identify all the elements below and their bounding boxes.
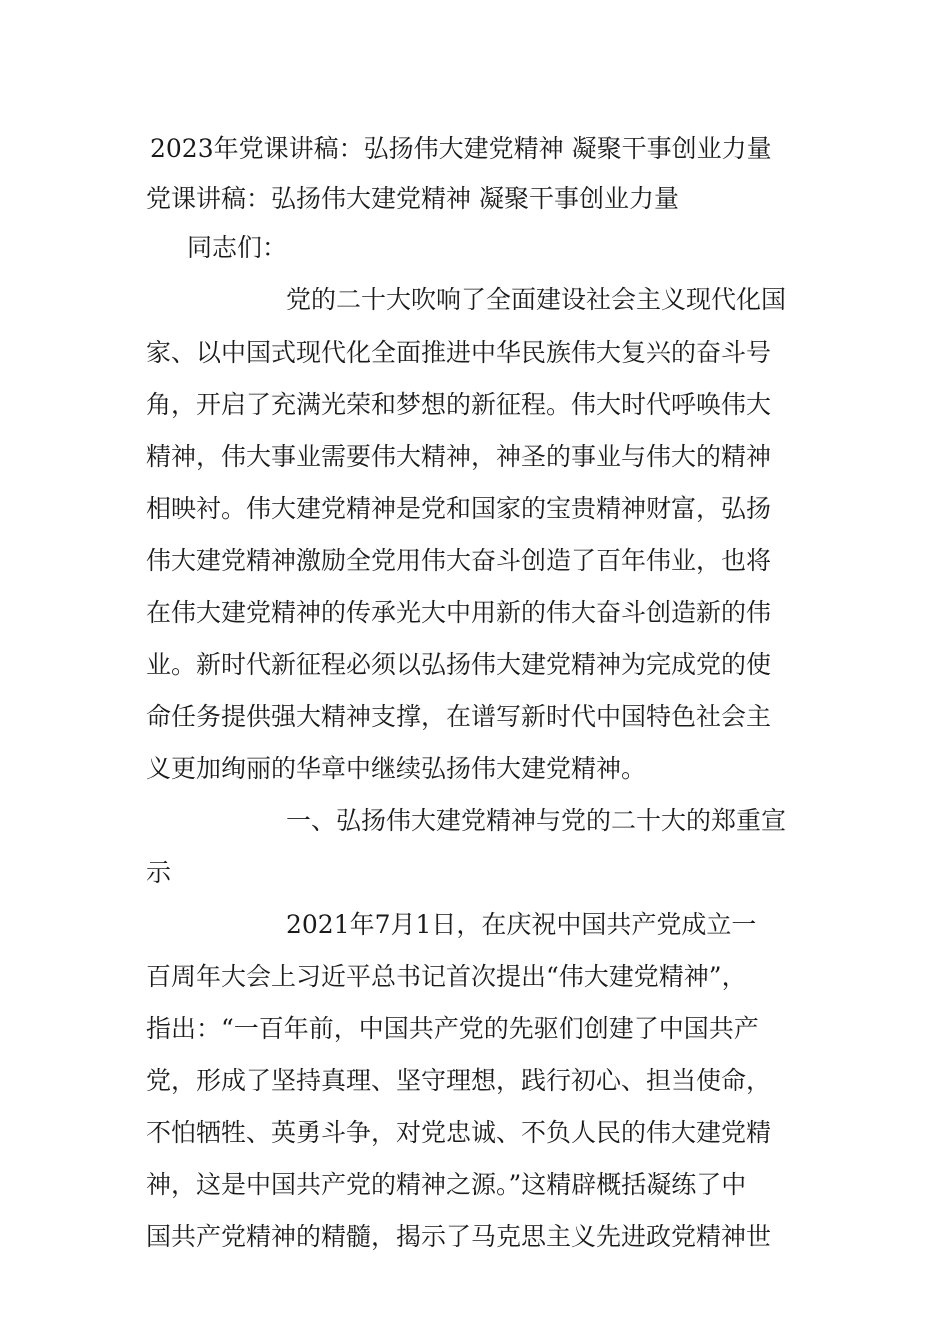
paragraph-line: 义更加绚丽的华章中继续弘扬伟大建党精神。 bbox=[146, 754, 647, 783]
paragraph-line: 2021年7月1日，在庆祝中国共产党成立一 bbox=[286, 910, 757, 939]
paragraph-line: 家、以中国式现代化全面推进中华民族伟大复兴的奋斗号 bbox=[146, 338, 772, 367]
heading-line: 示 bbox=[146, 858, 172, 887]
paragraph-line: 业。新时代新征程必须以弘扬伟大建党精神为完成党的使 bbox=[146, 650, 772, 679]
paragraph-line: 伟大建党精神激励全党用伟大奋斗创造了百年伟业，也将 bbox=[146, 546, 772, 575]
paragraph-line: 不怕牺牲、英勇斗争，对党忠诚、不负人民的伟大建党精 bbox=[146, 1118, 772, 1147]
paragraph-line: 在伟大建党精神的传承光大中用新的伟大奋斗创造新的伟 bbox=[146, 598, 772, 627]
heading-line: 一、弘扬伟大建党精神与党的二十大的郑重宣 bbox=[286, 806, 787, 835]
paragraph-line: 相映衬。伟大建党精神是党和国家的宝贵精神财富，弘扬 bbox=[146, 494, 772, 523]
paragraph-line: 党的二十大吹响了全面建设社会主义现代化国 bbox=[286, 285, 787, 314]
paragraph-line: 神，这是中国共产党的精神之源。”这精辟概括凝练了中 bbox=[146, 1170, 747, 1199]
document-subtitle: 党课讲稿：弘扬伟大建党精神 凝聚干事创业力量 bbox=[146, 184, 679, 213]
paragraph-line: 指出：“一百年前，中国共产党的先驱们创建了中国共产 bbox=[146, 1014, 759, 1043]
paragraph-line: 国共产党精神的精髓，揭示了马克思主义先进政党精神世 bbox=[146, 1222, 772, 1251]
paragraph-line: 命任务提供强大精神支撑，在谱写新时代中国特色社会主 bbox=[146, 702, 772, 731]
paragraph-line: 角，开启了充满光荣和梦想的新征程。伟大时代呼唤伟大 bbox=[146, 390, 772, 419]
greeting: 同志们： bbox=[187, 233, 288, 262]
paragraph-line: 精神，伟大事业需要伟大精神，神圣的事业与伟大的精神 bbox=[146, 442, 772, 471]
paragraph-line: 党，形成了坚持真理、坚守理想，践行初心、担当使命， bbox=[146, 1066, 772, 1095]
document-title: 2023年党课讲稿：弘扬伟大建党精神 凝聚干事创业力量 bbox=[150, 134, 772, 163]
paragraph-line: 百周年大会上习近平总书记首次提出“伟大建党精神”， bbox=[146, 962, 747, 991]
